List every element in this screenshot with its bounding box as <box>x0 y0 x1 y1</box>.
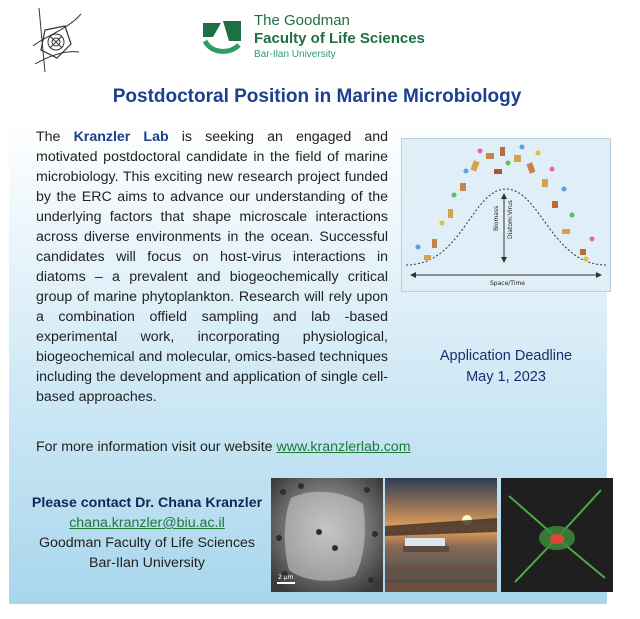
contact-email-link[interactable]: chana.kranzler@biu.ac.il <box>69 515 225 531</box>
deadline-label: Application Deadline <box>439 348 573 364</box>
flyer <box>9 0 607 604</box>
electron-micrograph-image <box>271 478 383 592</box>
org-line-2: Faculty of Life Sciences <box>254 30 425 47</box>
fluorescence-cell-image <box>501 478 613 592</box>
bloom-curve <box>406 189 606 265</box>
faculty-name-block <box>254 12 425 61</box>
description-text: is seeking an engaged and motivated postdoctoral candidate in the field of marine microbiology. This exciting new research project funded by the ERC aims to advance our understanding of the underlying factors that shape microscale interactions across diverse environments in the ocean. Successful candidates will focus on host-virus interactions in diatoms – a prevalent and biogeochemically critical group of marine phytoplankton. Research will rely upon a combination offield sampling and lab -based experimental work, incorporating physiological, biogeochemical and molecular, omics-based techniques including the development and application of single cell-based approaches. <box>36 129 389 405</box>
goodman-faculty-logo-icon <box>199 17 245 59</box>
website-link[interactable]: www.kranzlerlab.com <box>276 439 411 455</box>
description-paragraph <box>36 127 388 407</box>
more-info-text: For more information visit our website <box>36 439 277 455</box>
more-info-line <box>36 439 411 455</box>
org-line-1: The Goodman <box>254 12 350 29</box>
marine-lab-logo-icon <box>31 6 83 76</box>
scale-bar-label: 2 µm <box>278 574 294 581</box>
deadline-date: May 1, 2023 <box>466 369 546 385</box>
x-label-space-time: Space/Time <box>490 280 525 287</box>
diatom-virus-diagram <box>401 138 611 292</box>
lab-name: Kranzler Lab <box>73 129 169 145</box>
y-label-biomass: Biomass <box>493 205 500 231</box>
y-label-ratio: Diatom:Virus <box>507 200 514 239</box>
deadline-block <box>406 346 606 388</box>
contact-university: Bar-Ilan University <box>89 555 205 571</box>
intro-text: The <box>36 129 74 145</box>
sunset-harbor-photo <box>385 478 497 592</box>
diatom-cells <box>424 147 586 260</box>
contact-name: Please contact Dr. Chana Kranzler <box>31 495 263 511</box>
org-line-3: Bar-Ilan University <box>254 49 336 60</box>
contact-faculty: Goodman Faculty of Life Sciences <box>38 535 256 551</box>
virus-particles <box>416 145 595 262</box>
contact-block <box>29 493 265 573</box>
page-title: Postdoctoral Position in Marine Microbiology <box>112 86 522 107</box>
